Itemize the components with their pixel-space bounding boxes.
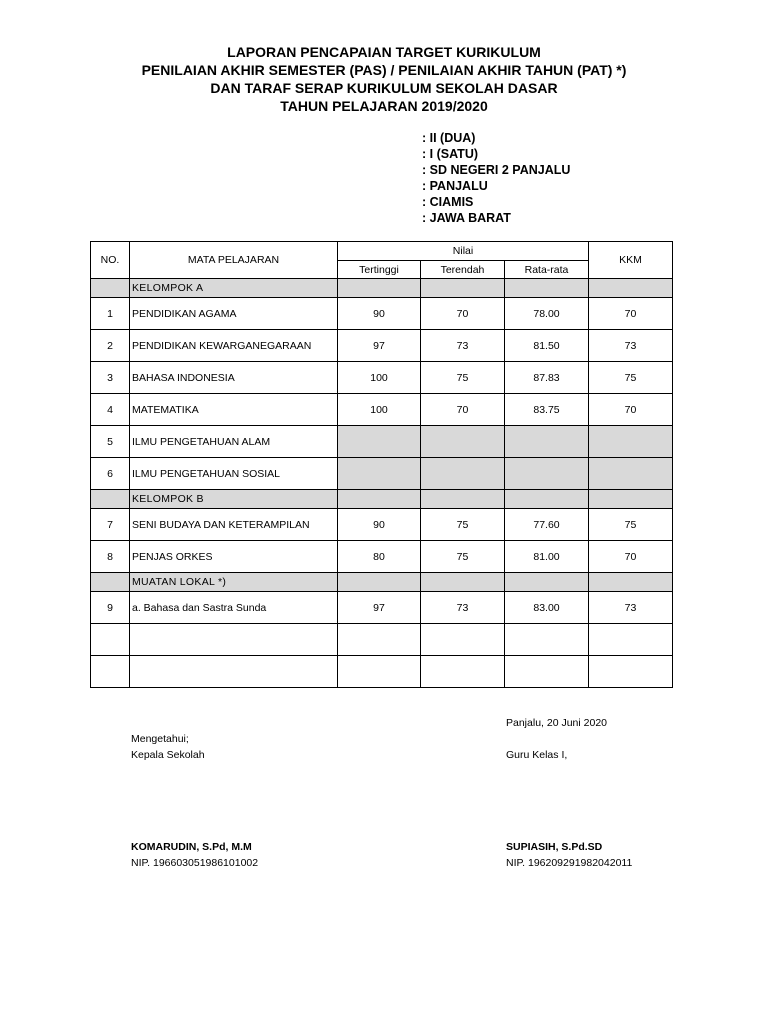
- row-rata: [505, 656, 589, 688]
- row-rata: 81.50: [505, 330, 589, 362]
- group-label: MUATAN LOKAL *): [130, 573, 338, 592]
- kepala-sekolah-name: KOMARUDIN, S.Pd, M.M: [131, 841, 252, 853]
- row-mata-pelajaran: ILMU PENGETAHUAN SOSIAL: [130, 458, 338, 490]
- group-empty-cell: [338, 490, 421, 509]
- group-empty-cell: [505, 573, 589, 592]
- row-tertinggi: 90: [338, 509, 421, 541]
- row-tertinggi: [338, 458, 421, 490]
- row-no: 4: [91, 394, 130, 426]
- row-rata: 77.60: [505, 509, 589, 541]
- row-kkm: 75: [589, 509, 673, 541]
- row-mata-pelajaran: MATEMATIKA: [130, 394, 338, 426]
- row-mata-pelajaran: PENJAS ORKES: [130, 541, 338, 573]
- row-terendah: [421, 426, 505, 458]
- row-terendah: [421, 458, 505, 490]
- row-rata: 78.00: [505, 298, 589, 330]
- table-row: [91, 330, 673, 362]
- row-tertinggi: 90: [338, 298, 421, 330]
- group-label: KELOMPOK B: [130, 490, 338, 509]
- group-empty-cell: [421, 279, 505, 298]
- group-empty-cell: [421, 490, 505, 509]
- info-semester: : I (SATU): [422, 147, 479, 161]
- guru-kelas-name: SUPIASIH, S.Pd.SD: [506, 841, 603, 853]
- row-no: 3: [91, 362, 130, 394]
- info-sekolah: : SD NEGERI 2 PANJALU: [422, 163, 571, 177]
- row-mata-pelajaran: ILMU PENGETAHUAN ALAM: [130, 426, 338, 458]
- info-kabupaten: : CIAMIS: [422, 195, 474, 209]
- row-no: 6: [91, 458, 130, 490]
- kepala-sekolah-nip: NIP. 196603051986101002: [131, 857, 259, 869]
- group-empty-cell: [421, 573, 505, 592]
- report-table: [90, 241, 673, 688]
- row-kkm: 70: [589, 541, 673, 573]
- row-terendah: 70: [421, 394, 505, 426]
- row-no: 1: [91, 298, 130, 330]
- header-no: NO.: [91, 242, 130, 279]
- row-rata: [505, 624, 589, 656]
- group-empty-cell: [589, 279, 673, 298]
- table-row: [91, 656, 673, 688]
- title-line-1: LAPORAN PENCAPAIAN TARGET KURIKULUM: [227, 44, 541, 60]
- row-mata-pelajaran: PENDIDIKAN AGAMA: [130, 298, 338, 330]
- group-empty-cell: [338, 573, 421, 592]
- row-terendah: 70: [421, 298, 505, 330]
- row-terendah: 75: [421, 362, 505, 394]
- row-rata: 87.83: [505, 362, 589, 394]
- row-kkm: [589, 624, 673, 656]
- row-no: [91, 624, 130, 656]
- row-terendah: 73: [421, 330, 505, 362]
- group-empty-cell: [91, 573, 130, 592]
- row-terendah: [421, 624, 505, 656]
- row-rata: 83.00: [505, 592, 589, 624]
- row-no: 9: [91, 592, 130, 624]
- group-row: [91, 490, 673, 509]
- row-mata-pelajaran: [130, 656, 338, 688]
- row-tertinggi: [338, 624, 421, 656]
- row-tertinggi: 100: [338, 362, 421, 394]
- row-rata: 83.75: [505, 394, 589, 426]
- row-terendah: 75: [421, 509, 505, 541]
- group-empty-cell: [589, 573, 673, 592]
- title-line-2: PENILAIAN AKHIR SEMESTER (PAS) / PENILAIAN AKHIR TAHUN (PAT) *): [141, 62, 627, 78]
- group-empty-cell: [91, 490, 130, 509]
- row-kkm: 70: [589, 298, 673, 330]
- group-label: KELOMPOK A: [130, 279, 338, 298]
- group-empty-cell: [505, 490, 589, 509]
- table-row: [91, 624, 673, 656]
- row-tertinggi: 100: [338, 394, 421, 426]
- info-kelas: : II (DUA): [422, 131, 476, 145]
- header-tertinggi: Tertinggi: [338, 261, 421, 279]
- row-kkm: 73: [589, 592, 673, 624]
- row-no: 8: [91, 541, 130, 573]
- row-mata-pelajaran: SENI BUDAYA DAN KETERAMPILAN: [130, 509, 338, 541]
- header-mata-pelajaran: MATA PELAJARAN: [130, 242, 338, 279]
- row-kkm: [589, 426, 673, 458]
- info-kecamatan: : PANJALU: [422, 179, 488, 193]
- row-rata: [505, 426, 589, 458]
- guru-kelas-title: Guru Kelas I,: [506, 749, 568, 761]
- row-kkm: 73: [589, 330, 673, 362]
- table-row: [91, 426, 673, 458]
- row-no: 2: [91, 330, 130, 362]
- title-line-4: TAHUN PELAJARAN 2019/2020: [280, 98, 488, 114]
- row-tertinggi: [338, 656, 421, 688]
- header-kkm: KKM: [589, 242, 673, 279]
- kepala-sekolah-title: Kepala Sekolah: [131, 749, 205, 761]
- row-kkm: 70: [589, 394, 673, 426]
- title-line-3: DAN TARAF SERAP KURIKULUM SEKOLAH DASAR: [210, 80, 558, 96]
- header-nilai: Nilai: [338, 242, 589, 261]
- row-no: 7: [91, 509, 130, 541]
- group-row: [91, 279, 673, 298]
- row-rata: 81.00: [505, 541, 589, 573]
- table-row: [91, 362, 673, 394]
- table-body: [91, 279, 673, 688]
- row-tertinggi: 80: [338, 541, 421, 573]
- header-terendah: Terendah: [421, 261, 505, 279]
- group-empty-cell: [589, 490, 673, 509]
- row-terendah: [421, 656, 505, 688]
- group-row: [91, 573, 673, 592]
- row-no: 5: [91, 426, 130, 458]
- table-row: [91, 298, 673, 330]
- header-rata-rata: Rata-rata: [505, 261, 589, 279]
- place-date: Panjalu, 20 Juni 2020: [506, 717, 607, 729]
- row-kkm: 75: [589, 362, 673, 394]
- mengetahui-label: Mengetahui;: [131, 733, 189, 745]
- row-kkm: [589, 458, 673, 490]
- row-kkm: [589, 656, 673, 688]
- row-tertinggi: [338, 426, 421, 458]
- table-row: [91, 458, 673, 490]
- info-provinsi: : JAWA BARAT: [422, 211, 511, 225]
- row-mata-pelajaran: a. Bahasa dan Sastra Sunda: [130, 592, 338, 624]
- row-mata-pelajaran: [130, 624, 338, 656]
- table-row: [91, 592, 673, 624]
- table-row: [91, 509, 673, 541]
- group-empty-cell: [91, 279, 130, 298]
- guru-kelas-nip: NIP. 196209291982042011: [506, 857, 633, 869]
- group-empty-cell: [338, 279, 421, 298]
- row-mata-pelajaran: BAHASA INDONESIA: [130, 362, 338, 394]
- row-tertinggi: 97: [338, 592, 421, 624]
- row-mata-pelajaran: PENDIDIKAN KEWARGANEGARAAN: [130, 330, 338, 362]
- group-empty-cell: [505, 279, 589, 298]
- row-no: [91, 656, 130, 688]
- row-terendah: 73: [421, 592, 505, 624]
- row-tertinggi: 97: [338, 330, 421, 362]
- row-rata: [505, 458, 589, 490]
- table-row: [91, 541, 673, 573]
- table-row: [91, 394, 673, 426]
- row-terendah: 75: [421, 541, 505, 573]
